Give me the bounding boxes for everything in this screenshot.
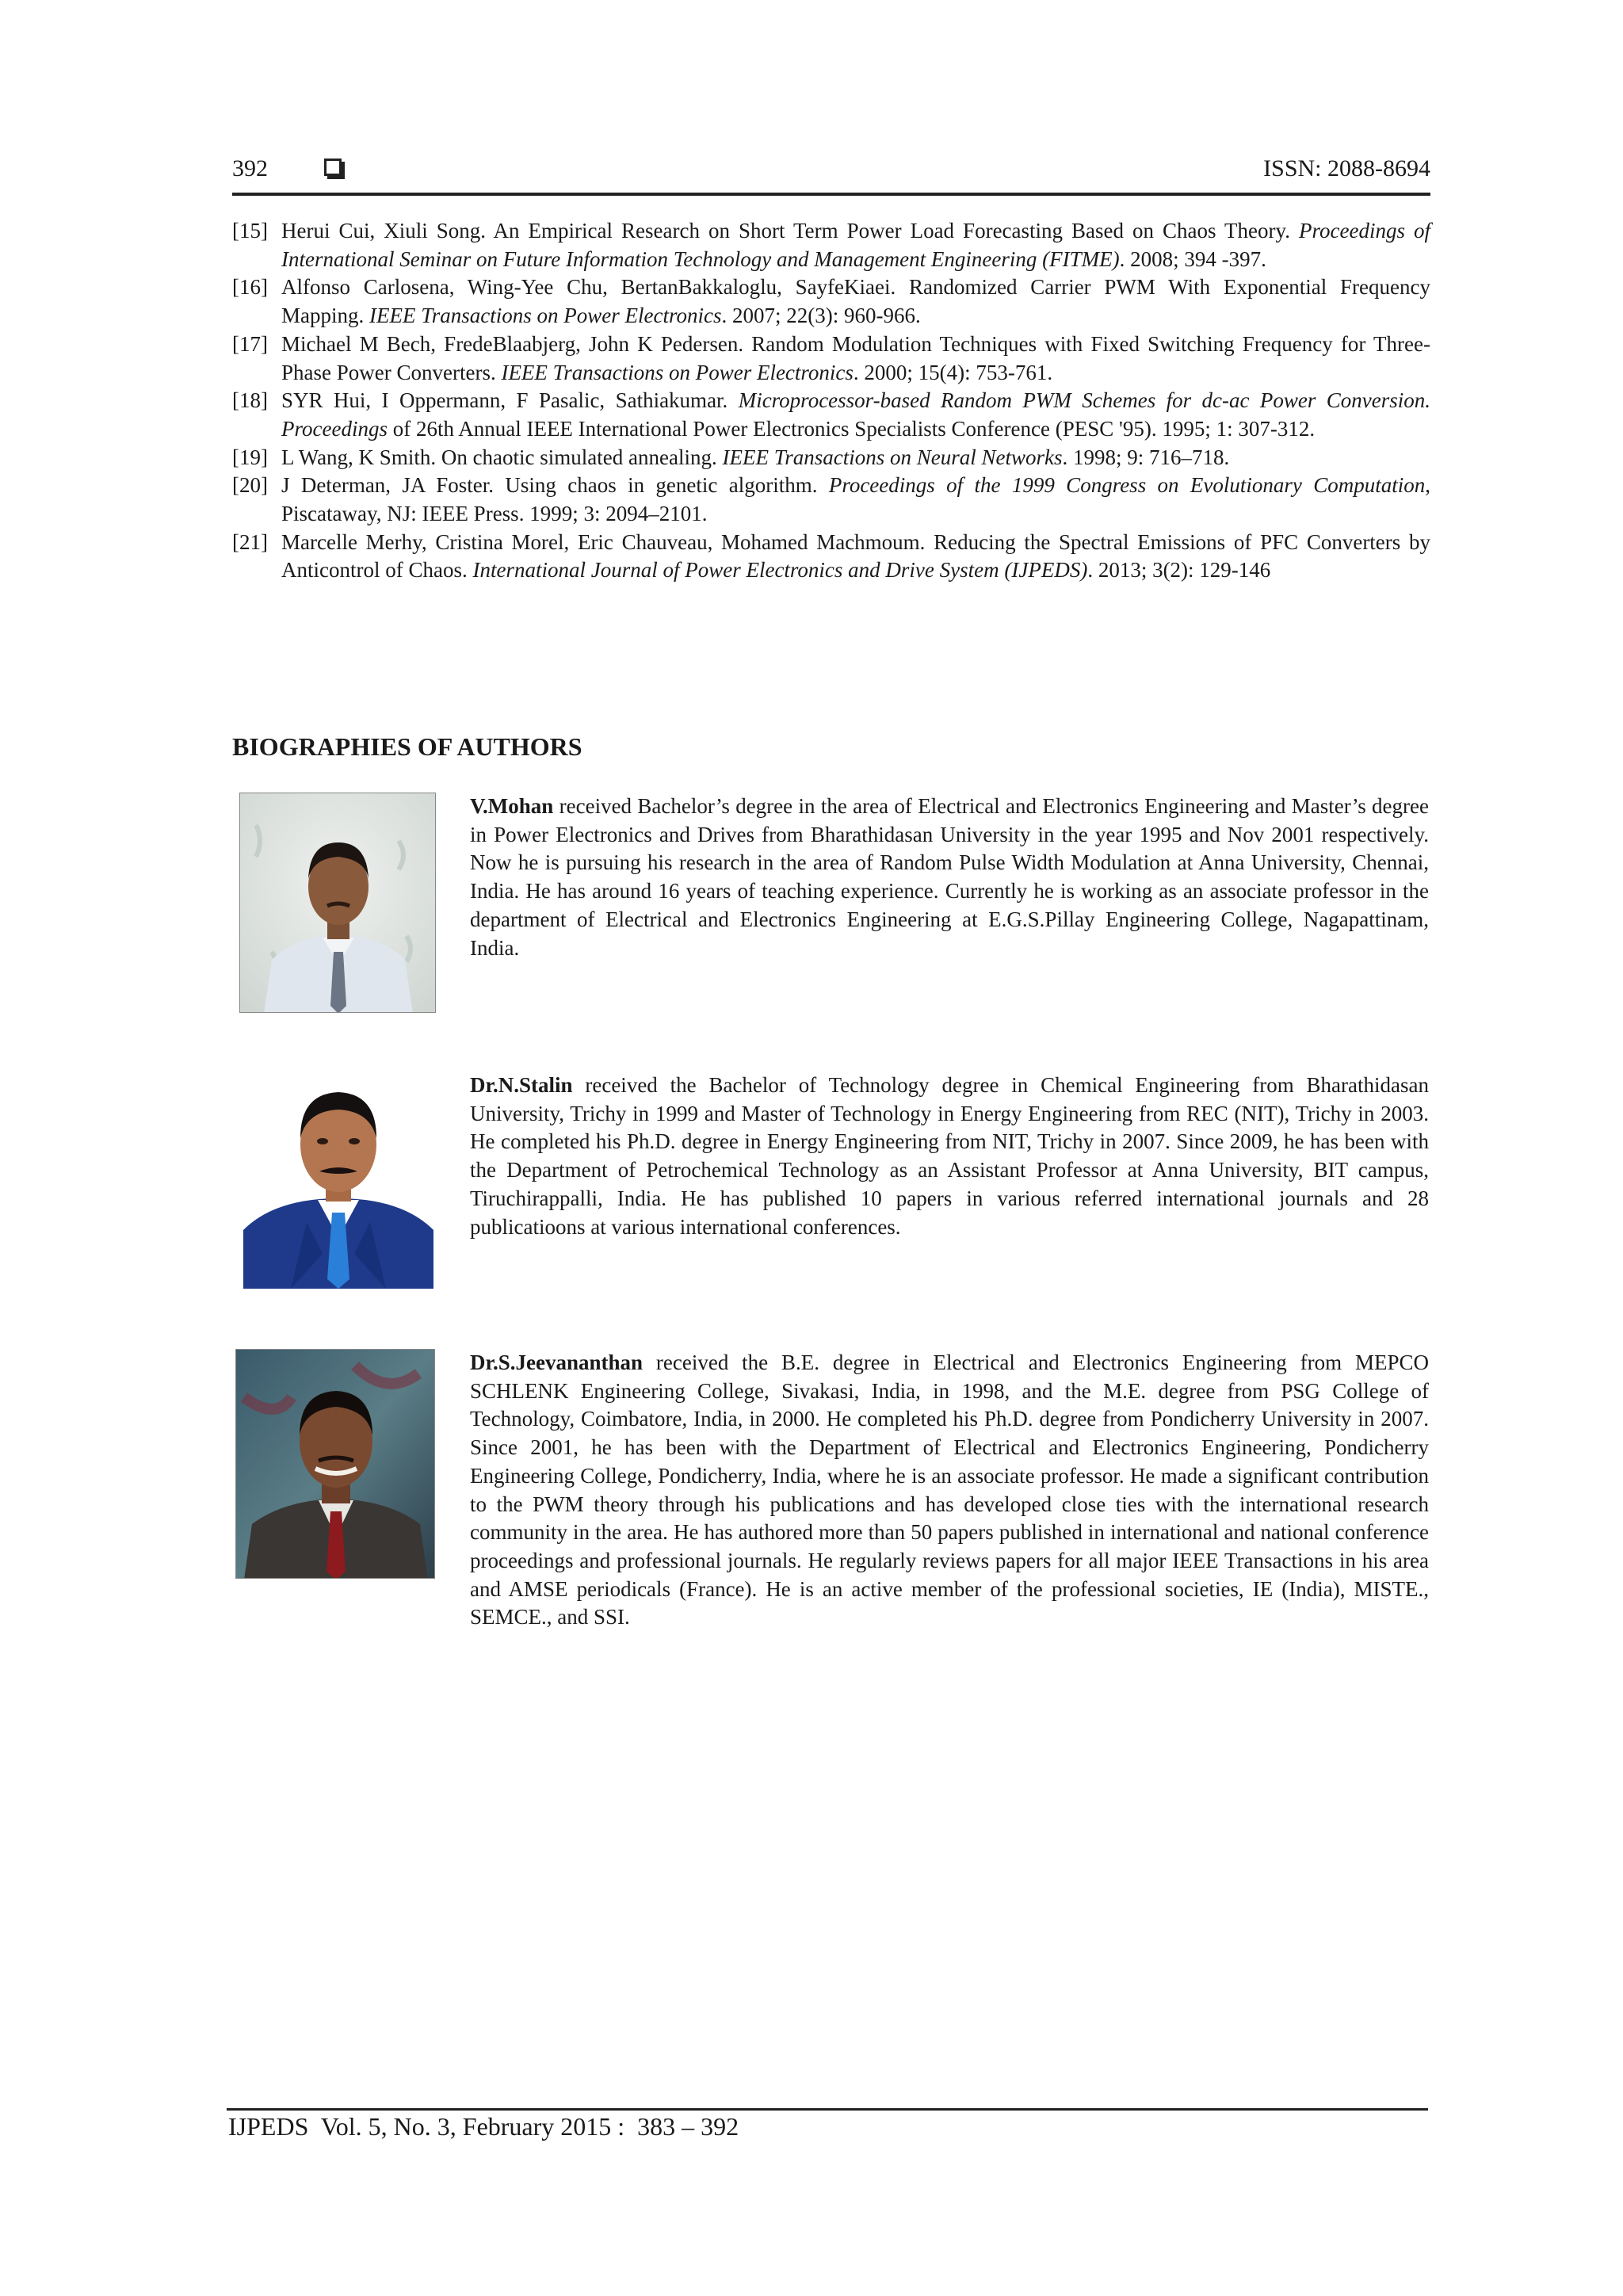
author-photo — [235, 1349, 435, 1579]
reference-details: of 26th Annual IEEE International Power Electronics Specialists Conference (PESC '95). 1995; 1: 307-312. — [387, 416, 1316, 441]
reference-item — [232, 217, 1430, 273]
header-divider — [232, 193, 1430, 196]
reference-venue: IEEE Transactions on Power Electronics — [369, 304, 722, 328]
author-bio-text — [470, 1072, 1429, 1241]
author-bio: received the Bachelor of Technology degree in Chemical Engineering from Bharathidasan University, Trichy in 1999 and Master of Technology in Energy Engineering from REC (NIT), Trichy in 2003. He completed his Ph.D. degree in Energy Engineering from NIT, Trichy in 2007. Since 2009, he has been with the Department of Petrochemical Technology as an Assistant Professor at Anna University, BIT campus, Tiruchirappalli, India. He has published 10 papers in various referred international journals and 28 publicatioons at various international conferences. — [470, 1073, 1429, 1239]
author-bio-text — [470, 793, 1429, 962]
author-bio: received the B.E. degree in Electrical and Electronics Engineering from MEPCO SCHLENK Engineering College, Sivakasi, India, in 1998, and the M.E. degree from PSG College of Technology, Coimbatore, India, in 2000. He completed his Ph.D. degree from Pondicherry University in 2007. Since 2001, he has been with the Department of Electrical and Electronics Engineering, Pondicherry Engineering College, Pondicherry, India, where he is an associate professor. He made a significant contribution to the PWM theory through his publications and has developed close ties with the international research community in the area. He has authored more than 50 papers published in international and national conference proceedings and professional journals. He regularly reviews papers for all major IEEE Transactions in his area and AMSE periodicals (France). He is an active member of the professional societies, IE (India), MISTE., SEMCE., and SSI. — [470, 1350, 1429, 1629]
reference-details: . 2007; 22(3): 960-966. — [721, 304, 921, 328]
reference-venue: Proceedings of International Seminar on Future Information Technology and Management Engineering (FITME) — [281, 219, 1430, 271]
reference-text: J Determan, JA Foster. Using chaos in genetic algorithm. — [281, 473, 829, 498]
reference-venue: IEEE Transactions on Neural Networks — [722, 445, 1063, 469]
reference-details: , Piscataway, NJ: IEEE Press. 1999; 3: 2094–2101. — [281, 473, 1430, 526]
reference-item — [232, 444, 1430, 472]
author-name: Dr.S.Jeevananthan — [470, 1350, 643, 1374]
reference-number: [17] — [232, 331, 268, 356]
reference-details: . 1998; 9: 716–718. — [1062, 445, 1230, 469]
author-bio: received Bachelor’s degree in the area of Electrical and Electronics Engineering and Master’s degree in Power Electronics and Drives from Bharathidasan University in the year 1995 and Nov 2001 respectively. Now he is pursuing his research in the area of Random Pulse Width Modulation at Anna University, Chennai, India. He has around 16 years of teaching experience. Currently he is working as an associate professor in the department of Electrical and Electronics Engineering at E.G.S.Pillay Engineering College, Nagapattinam, India. — [470, 794, 1429, 960]
reference-number: [20] — [232, 473, 268, 498]
issn: ISSN: 2088-8694 — [1263, 155, 1430, 181]
reference-item — [232, 273, 1430, 330]
reference-text: Michael M Bech, FredeBlaabjerg, John K Pedersen. Random Modulation Techniques with Fixed Switching Frequency for Three-Phase Power Converters. — [281, 331, 1430, 384]
reference-venue: Microprocessor-based Random PWM Schemes for dc-ac Power Conversion. Proceedings — [281, 388, 1430, 441]
reference-item — [232, 529, 1430, 585]
reference-details: . 2000; 15(4): 753-761. — [853, 360, 1053, 384]
reference-venue: IEEE Transactions on Power Electronics — [501, 360, 854, 384]
reference-item — [232, 330, 1430, 387]
reference-venue: International Journal of Power Electronics and Drive System (IJPEDS) — [472, 558, 1088, 583]
author-biography — [232, 1072, 1437, 1295]
footer-divider — [227, 2108, 1428, 2111]
reference-text: Alfonso Carlosena, Wing-Yee Chu, BertanBakkaloglu, SayfeKiaei. Randomized Carrier PWM With Exponential Frequency Mapping. — [281, 275, 1430, 328]
reference-text: SYR Hui, I Oppermann, F Pasalic, Sathiakumar. — [281, 388, 739, 413]
reference-text: Marcelle Merhy, Cristina Morel, Eric Chauveau, Mohamed Machmoum. Reducing the Spectral Emissions of PFC Converters by Anticontrol of Chaos. — [281, 529, 1430, 583]
biographies-heading: BIOGRAPHIES OF AUTHORS — [232, 732, 582, 761]
reference-text: L Wang, K Smith. On chaotic simulated annealing. — [281, 445, 723, 469]
author-biography — [232, 1349, 1437, 1629]
reference-venue: Proceedings of the 1999 Congress on Evolutionary Computation — [828, 473, 1426, 498]
author-bio-text — [470, 1349, 1429, 1632]
reference-text: Herui Cui, Xiuli Song. An Empirical Research on Short Term Power Load Forecasting Based on Chaos Theory. — [281, 219, 1300, 243]
square-bullet-icon — [324, 159, 342, 176]
reference-number: [19] — [232, 445, 268, 469]
page-header — [232, 151, 1430, 193]
author-photo — [239, 793, 436, 1013]
author-name: V.Mohan — [470, 794, 554, 818]
reference-number: [16] — [232, 275, 268, 300]
author-photo — [243, 1072, 433, 1289]
author-biography — [232, 793, 1437, 1014]
reference-details: . 2008; 394 -397. — [1119, 246, 1266, 271]
reference-number: [15] — [232, 219, 268, 243]
reference-item — [232, 472, 1430, 528]
page-footer: IJPEDS Vol. 5, No. 3, February 2015 : 383 – 392 — [228, 2112, 739, 2141]
reference-list — [232, 217, 1430, 585]
reference-details: . 2013; 3(2): 129-146 — [1087, 558, 1271, 583]
reference-number: [21] — [232, 529, 268, 554]
page-number: 392 — [232, 155, 268, 181]
reference-number: [18] — [232, 388, 268, 413]
reference-item — [232, 387, 1430, 443]
author-name: Dr.N.Stalin — [470, 1073, 573, 1097]
